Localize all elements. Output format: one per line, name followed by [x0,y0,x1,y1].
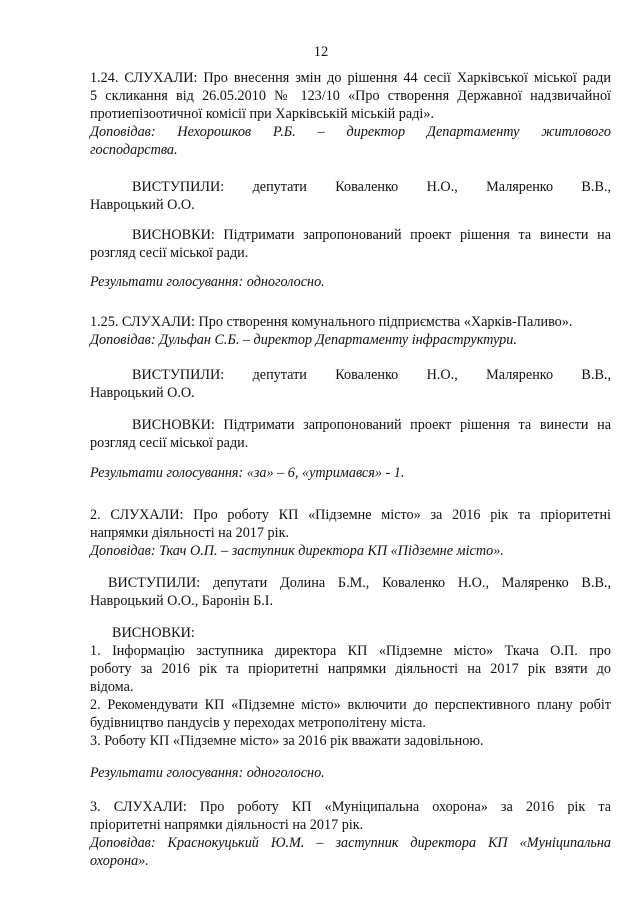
item-1-25-conclusions-line-1: ВИСНОВКИ: Підтримати запропонований проект рішення та винести на [132,417,611,433]
item-1-24-reporter-line-2: господарства. [90,142,178,158]
item-2-heard-line-2: напрямки діяльності на 2017 рік. [90,525,290,541]
item-1-24-heard-line-2: 5 скликання від 26.05.2010 № 123/10 «Про створення Державної надзвичайної [90,88,611,104]
item-1-24-conclusions-line-2: розгляд сесії міської ради. [90,245,249,261]
item-2-conclusion-3-line-1: 3. Роботу КП «Підземне місто» за 2016 рік вважати задовільною. [90,733,484,749]
item-1-24-speakers-line-1: ВИСТУПИЛИ: депутати Коваленко Н.О., Маляренко В.В., [132,179,611,195]
item-3-reporter-line-1: Доповідав: Краснокуцький Ю.М. – заступник директора КП «Муніципальна [90,835,611,851]
item-1-24-vote-result: Результати голосування: одноголосно. [90,274,325,290]
item-3-heard-line-2: пріоритетні напрямки діяльності на 2017 рік. [90,817,364,833]
item-1-24-heard-line-3: протиепізоотичної комісії при Харківській міській раді». [90,106,434,122]
page-number: 12 [313,44,329,60]
item-2-vote-result: Результати голосування: одноголосно. [90,765,325,781]
item-2-conclusion-2-line-1: 2. Рекомендувати КП «Підземне місто» включити до перспективного плану робіт [90,697,611,713]
item-1-24-reporter-line-1: Доповідав: Нехорошков Р.Б. – директор Департаменту житлового [90,124,611,140]
item-2-conclusions-heading: ВИСНОВКИ: [112,625,195,641]
item-2-speakers-line-1: ВИСТУПИЛИ: депутати Долина Б.М., Коваленко Н.О., Маляренко В.В., [108,575,611,591]
item-1-25-speakers-line-2: Навроцький О.О. [90,385,195,401]
item-1-24-heard-line-1: 1.24. СЛУХАЛИ: Про внесення змін до рішення 44 сесії Харківської міської ради [90,70,611,86]
item-3-heard-line-1: 3. СЛУХАЛИ: Про роботу КП «Муніципальна охорона» за 2016 рік та [90,799,611,815]
item-2-conclusion-1-line-1: 1. Інформацію заступника директора КП «Підземне місто» Ткача О.П. про [90,643,611,659]
item-2-heard-line-1: 2. СЛУХАЛИ: Про роботу КП «Підземне місто» за 2016 рік та пріоритетні [90,507,611,523]
item-2-speakers-line-2: Навроцький О.О., Баронін Б.І. [90,593,274,609]
item-1-24-conclusions-line-1: ВИСНОВКИ: Підтримати запропонований проект рішення та винести на [132,227,611,243]
item-1-25-heard-line-1: 1.25. СЛУХАЛИ: Про створення комунального підприємства «Харків-Паливо». [90,314,573,330]
item-2-reporter-line-1: Доповідав: Ткач О.П. – заступник директора КП «Підземне місто». [90,543,504,559]
item-1-25-reporter-line-1: Доповідав: Дульфан С.Б. – директор Департаменту інфраструктури. [90,332,517,348]
item-1-24-speakers-line-2: Навроцький О.О. [90,197,195,213]
item-1-25-speakers-line-1: ВИСТУПИЛИ: депутати Коваленко Н.О., Маляренко В.В., [132,367,611,383]
item-1-25-conclusions-line-2: розгляд сесії міської ради. [90,435,249,451]
item-1-25-vote-result: Результати голосування: «за» – 6, «утримався» - 1. [90,465,405,481]
item-2-conclusion-2-line-2: будівництво пандусів у переходах метрополітену міста. [90,715,426,731]
item-2-conclusion-1-line-3: відома. [90,679,134,695]
item-3-reporter-line-2: охорона». [90,853,149,869]
item-2-conclusion-1-line-2: роботу за 2016 рік та пріоритетні напрямки діяльності на 2017 рік взяти до [90,661,611,677]
